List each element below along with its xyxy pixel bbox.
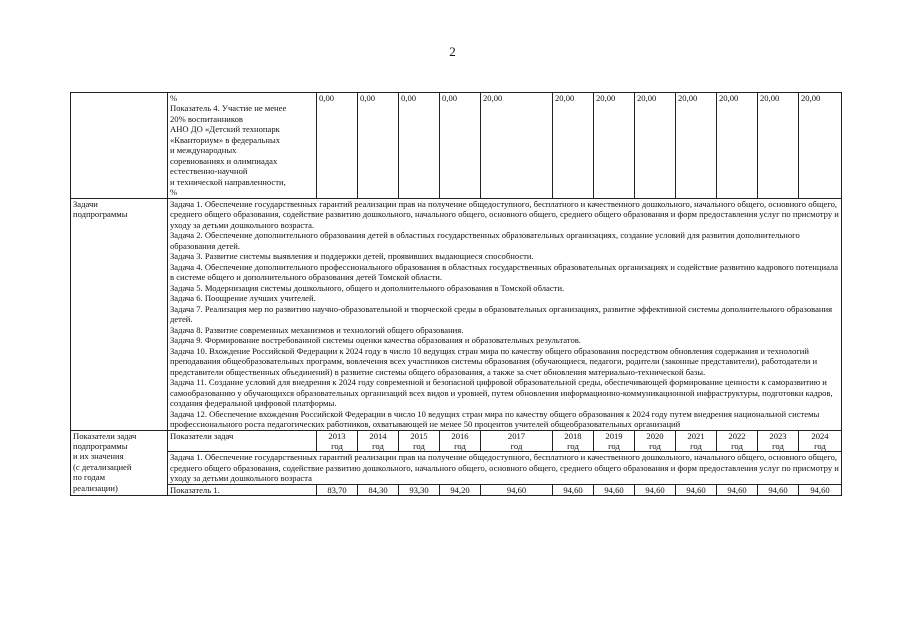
indicator1-value-2018: 94,60 [553,484,594,495]
task-item-9: Задача 9. Формирование востребованной системы оценки качества образования и образовательных результатов. [170,335,581,346]
year-2019: 2019 год [594,430,635,452]
indicator1-value-2019: 94,60 [594,484,635,495]
tasks-list [168,198,842,430]
indicator1-value-2020: 94,60 [635,484,676,495]
indicator1-value-2021: 94,60 [676,484,717,495]
year-2022: 2022 год [717,430,758,452]
indicators-task1-row [71,452,842,484]
page-number: 2 [449,44,456,59]
indicator4-value-2021: 20,00 [676,93,717,199]
program-table [70,92,842,496]
task-item-6: Задача 6. Поощрение лучших учителей. [170,293,316,304]
indicator1-row [71,484,842,495]
indicator1-value-2016: 94,20 [440,484,481,495]
indicator1-value-2015: 93,30 [399,484,440,495]
year-2018: 2018 год [553,430,594,452]
indicator1-value-2024: 94,60 [799,484,842,495]
year-2013: 2013 год [317,430,358,452]
indicators-header-row [71,430,842,452]
indicator4-value-2023: 20,00 [758,93,799,199]
indicator1-value-2022: 94,60 [717,484,758,495]
task-item-12: Задача 12. Обеспечение вхождения Российской Федерации в число 10 ведущих стран мира по качеству общего образования к 2024 году путем внедрения национальной системы профессионального роста педагогических работников, охватывающей не менее 50 процентов учителей общеобразовательных организаций [170,408,820,430]
indicator4-value-2017: 20,00 [481,93,553,199]
indicator1-value-2013: 83,70 [317,484,358,495]
indicator1-value-2017: 94,60 [481,484,553,495]
indicator4-top-fragment: % [170,93,178,103]
empty-header-cell [71,93,168,199]
indicator4-value-2019: 20,00 [594,93,635,199]
indicator4-value-2014: 0,00 [358,93,399,199]
year-2017: 2017 год [481,430,553,452]
task-item-11: Задача 11. Создание условий для внедрения к 2024 году современной и безопасной цифровой образовательной среды, обеспечивающей формирование ценности к саморазвитию и самообразованию у обучающихся образовательных организаций всех видов и уровней, путем обновления информационно-коммуникационной инфраструктуры, подготовки кадров, создания федеральной цифровой платформы. [170,377,833,409]
task-item-8: Задача 8. Развитие современных механизмов и технологий общего образования. [170,324,464,335]
indicator4-value-2024: 20,00 [799,93,842,199]
tasks-header: Задачи подпрограммы [71,198,168,430]
indicator4-label: Показатель 4. Участие не менее 20% воспитанников АНО ДО «Детский технопарк «Кванториум» в федеральных и международных соревнованиях и олимпиадах естественно-научной и технической направленности, % [170,103,287,198]
year-2023: 2023 год [758,430,799,452]
year-2014: 2014 год [358,430,399,452]
year-2024: 2024 год [799,430,842,452]
indicator4-value-2015: 0,00 [399,93,440,199]
tasks-row [71,198,842,430]
indicator1-label: Показатель 1. [168,484,317,495]
indicator4-value-2013: 0,00 [317,93,358,199]
task-item-3: Задача 3. Развитие системы выявления и поддержки детей, проявивших выдающиеся способности. [170,251,534,262]
indicator4-value-2020: 20,00 [635,93,676,199]
indicators-subheader: Показатели задач [168,430,317,452]
indicator1-value-2014: 84,30 [358,484,399,495]
task-item-4: Задача 4. Обеспечение дополнительного профессионального образования в областных государственных образовательных организациях и содействие развитию кадрового потенциала в системе общего и дополнительного образования детей Томской области. [170,261,839,283]
task-item-2: Задача 2. Обеспечение дополнительного образования детей в областных государственных образовательных организациях, создание условий для развития дополнительного образования детей. [170,230,800,251]
indicators-section-header: Показатели задач подпрограммы и их значения (с детализацией по годам реализации) [71,430,168,496]
year-2015: 2015 год [399,430,440,452]
year-2020: 2020 год [635,430,676,452]
indicator4-value-2018: 20,00 [553,93,594,199]
task-item-7: Задача 7. Реализация мер по развитию научно-образовательной и творческой среды в образовательных организациях, развитие эффективной системы дополнительного образования детей. [170,303,833,325]
indicator1-value-2023: 94,60 [758,484,799,495]
year-2021: 2021 год [676,430,717,452]
year-2016: 2016 год [440,430,481,452]
indicator4-value-2016: 0,00 [440,93,481,199]
task-item-5: Задача 5. Модернизация системы дошкольного, общего и дополнительного образования в Томской области. [170,282,565,293]
task-item-1: Задача 1. Обеспечение государственных гарантий реализации прав на получение общедоступного, бесплатного и качественного дошкольного, начального общего, основного общего, среднего общего образования, содействие развитию дошкольного, начального общего, основного общего, среднего общего образования и форм предоставления услуг по присмотру и уходу за детьми дошкольного возраста. [170,198,839,230]
indicator4-label-cell [168,93,317,199]
indicator4-value-2022: 20,00 [717,93,758,199]
indicator4-row [71,93,842,199]
task-item-10: Задача 10. Вхождение Российской Федерации к 2024 году в число 10 ведущих стран мира по качеству общего образования посредством обновления содержания и технологий преподавания общеобразовательных программ, вовлечения всех участников системы образования (обучающиеся, педагоги, родители (законные представители), работодатели и представители общественных объединений) в развитие системы общего образования, а также за счет обновления материально-технической базы. [170,345,818,377]
indicators-task1-text: Задача 1. Обеспечение государственных гарантий реализации прав на получение общедоступного, бесплатного и качественного дошкольного, начального общего, основного общего, среднего общего образования, содействие развитию дошкольного, начального общего, основного общего, среднего общего образования и форм предоставления услуг по присмотру и уходу за детьми дошкольного возраста [168,452,842,484]
